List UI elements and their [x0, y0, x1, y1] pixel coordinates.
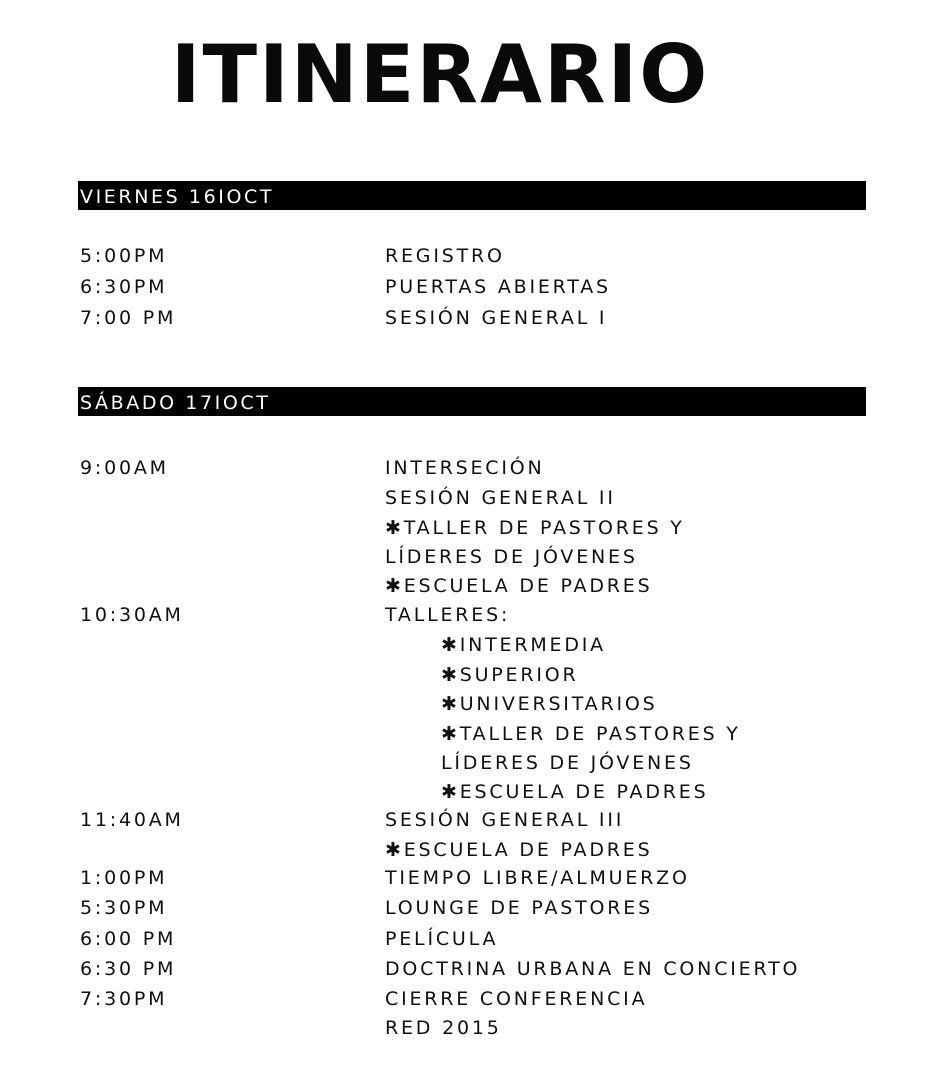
workshop-item: ✱INTERMEDIA: [441, 634, 606, 656]
schedule-event: SESIÓN GENERAL II: [385, 487, 616, 509]
schedule-time: 6:00 PM: [80, 928, 177, 950]
schedule-event: PELÍCULA: [385, 928, 499, 950]
schedule-time: 5:30PM: [80, 897, 168, 919]
schedule-time: 7:30PM: [80, 988, 168, 1010]
workshop-item: ✱ESCUELA DE PADRES: [441, 781, 709, 803]
day-header-saturday: [78, 387, 866, 416]
workshop-item: LÍDERES DE JÓVENES: [441, 752, 694, 774]
schedule-time: 11:40AM: [80, 809, 184, 831]
schedule-event: DOCTRINA URBANA EN CONCIERTO: [385, 958, 801, 980]
schedule-event: LOUNGE DE PASTORES: [385, 897, 653, 919]
schedule-event: INTERSECIÓN: [385, 457, 545, 479]
schedule-event: LÍDERES DE JÓVENES: [385, 546, 638, 568]
schedule-time: 6:30PM: [80, 276, 168, 298]
schedule-event: RED 2015: [385, 1017, 502, 1039]
day-label: SÁBADO 17IOCT: [80, 392, 271, 414]
schedule-event: ✱ESCUELA DE PADRES: [385, 839, 653, 861]
schedule-event: CIERRE CONFERENCIA: [385, 988, 648, 1010]
schedule-event: ✱TALLER DE PASTORES Y: [385, 517, 685, 539]
schedule-time: 9:00AM: [80, 457, 169, 479]
workshop-item: ✱TALLER DE PASTORES Y: [441, 723, 741, 745]
schedule-event: REGISTRO: [385, 245, 505, 267]
schedule-time: 10:30AM: [80, 604, 184, 626]
schedule-time: 6:30 PM: [80, 958, 177, 980]
schedule-event: SESIÓN GENERAL III: [385, 809, 625, 831]
schedule-event: TIEMPO LIBRE/ALMUERZO: [385, 867, 690, 889]
schedule-time: 5:00PM: [80, 245, 168, 267]
workshop-item: ✱UNIVERSITARIOS: [441, 693, 658, 715]
schedule-event: PUERTAS ABIERTAS: [385, 276, 611, 298]
schedule-event: SESIÓN GENERAL I: [385, 307, 608, 329]
schedule-time: 1:00PM: [80, 867, 168, 889]
day-label: VIERNES 16IOCT: [80, 186, 275, 208]
schedule-event: ✱ESCUELA DE PADRES: [385, 575, 653, 597]
schedule-time: 7:00 PM: [80, 307, 177, 329]
page-title: ITINERARIO: [170, 28, 710, 121]
day-header-friday: [78, 181, 866, 210]
workshop-item: ✱SUPERIOR: [441, 664, 579, 686]
schedule-event: TALLERES:: [385, 604, 511, 626]
